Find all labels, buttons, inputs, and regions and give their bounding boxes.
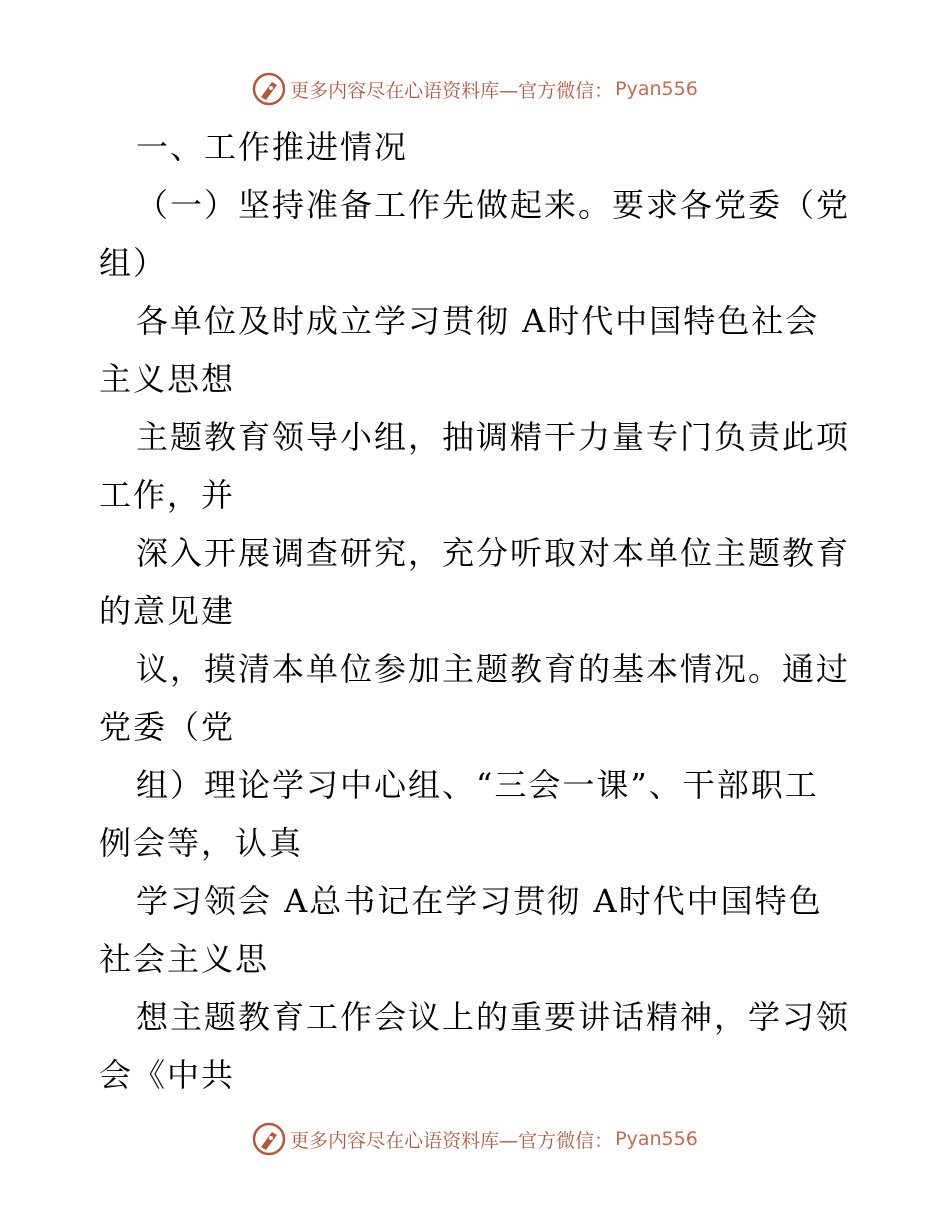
watermark-text: 更多内容尽在心语资料库—官方微信：: [290, 1129, 614, 1152]
text-line: 组）理论学习中心组、“三会一课”、干部职工: [136, 766, 819, 804]
footer-watermark: [0, 1122, 950, 1156]
text-line: 议，摸清本单位参加主题教育的基本情况。通过: [136, 650, 851, 688]
header-watermark: [0, 72, 950, 106]
text-line: 深入开展调查研究，充分听取对本单位主题教育: [136, 534, 851, 572]
watermark-wechat-id: Pyan556: [615, 78, 698, 100]
watermark-wechat-id: Pyan556: [615, 1128, 698, 1150]
document-body: [99, 118, 859, 1104]
pen-nib-logo-icon: [252, 72, 286, 106]
pen-nib-logo-icon: [252, 1122, 286, 1156]
text-line: 想主题教育工作会议上的重要讲话精神，学习领: [136, 998, 851, 1036]
text-line: 主题教育领导小组，抽调精干力量专门负责此项: [136, 418, 851, 456]
text-line: 各单位及时成立学习贯彻 A时代中国特色社会: [136, 302, 820, 340]
watermark-text: 更多内容尽在心语资料库—官方微信：: [290, 79, 614, 102]
text-line: 学习领会 A总书记在学习贯彻 A时代中国特色: [136, 882, 823, 920]
text-line: （一）坚持准备工作先做起来。要求各党委（党: [136, 186, 851, 224]
text-line: 工作，并: [99, 476, 236, 514]
text-line: 党委（党: [99, 708, 236, 746]
text-line: 一、工作推进情况: [136, 128, 409, 166]
text-line: 主义思想: [99, 360, 236, 398]
text-line: 组）: [99, 244, 168, 282]
text-line: 会《中共: [99, 1056, 236, 1094]
text-line: 社会主义思: [99, 940, 270, 978]
text-line: 例会等，认真: [99, 824, 304, 862]
text-line: 的意见建: [99, 592, 236, 630]
